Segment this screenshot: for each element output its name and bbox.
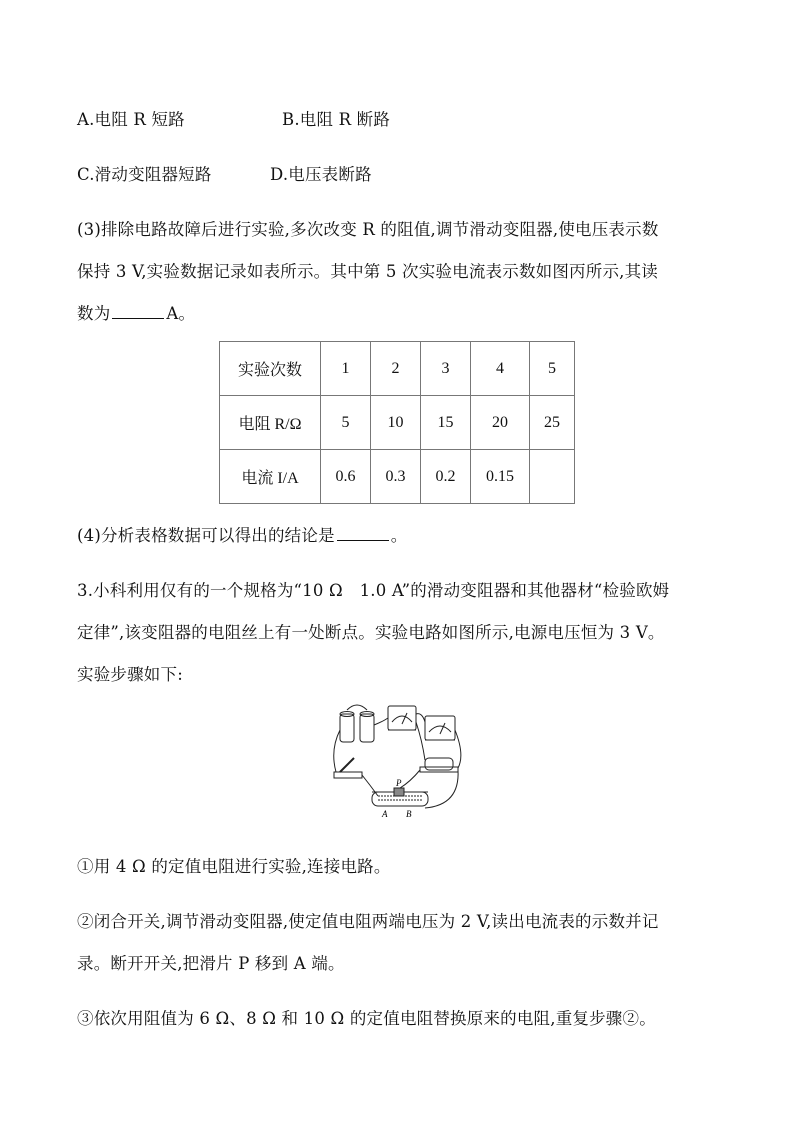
table-cell: 5 [321,396,371,450]
table-row [220,342,575,396]
label-a: A [382,809,388,819]
q3-line3 [77,300,195,324]
data-table [219,341,575,504]
q3-line1: (3)排除电路故障后进行实验,多次改变 R 的阻值,调节滑动变阻器,使电压表示数 [77,220,659,239]
table-row [220,450,575,504]
option-b: B.电阻 R 断路 [282,110,391,129]
table-cell: 5 [530,342,575,396]
table-cell: 3 [421,342,471,396]
table-cell: 25 [530,396,575,450]
q4-line [77,522,407,546]
answer-blank-current[interactable] [112,304,164,319]
battery-cell-2 [360,714,374,742]
table-cell: 0.3 [371,450,421,504]
ammeter-icon [388,706,416,730]
step-2-line1: ②闭合开关,调节滑动变阻器,使定值电阻两端电压为 2 V,读出电流表的示数并记 [77,912,659,931]
option-a: A.电阻 R 短路 [77,110,185,129]
switch-icon [334,772,362,778]
table-cell: 0.15 [471,450,530,504]
voltmeter-icon [425,716,455,740]
answer-blank-conclusion[interactable] [337,526,389,541]
option-c: C.滑动变阻器短路 [77,165,212,184]
circuit-figure [330,700,470,820]
table-cell: 4 [471,342,530,396]
table-cell: 0.2 [421,450,471,504]
step-2-line2: 录。断开开关,把滑片 P 移到 A 端。 [77,954,345,973]
problem3-line2: 定律”,该变阻器的电阻丝上有一处断点。实验电路如图所示,电源电压恒为 3 V。 [77,623,665,642]
problem3-line1: 3.小科利用仅有的一个规格为“10 Ω 1.0 A”的滑动变阻器和其他器材“检验欧姆 [77,581,670,600]
table-header-cell: 实验次数 [220,342,321,396]
resistor-icon [425,758,453,770]
option-d: D.电压表断路 [270,165,372,184]
problem3-line3: 实验步骤如下: [77,665,183,684]
table-row [220,396,575,450]
q4-pre: (4)分析表格数据可以得出的结论是 [77,526,335,545]
table-cell: 1 [321,342,371,396]
q4-post: 。 [390,526,408,545]
q3-line3-post: A。 [166,304,196,323]
q3-line2: 保持 3 V,实验数据记录如表所示。其中第 5 次实验电流表示数如图丙所示,其读 [77,262,658,281]
label-b: B [406,809,412,819]
table-header-cell: 电流 I/A [220,450,321,504]
battery-cell-1 [340,714,354,742]
table-cell: 0.6 [321,450,371,504]
table-cell: 2 [371,342,421,396]
step-3: ③依次用阻值为 6 Ω、8 Ω 和 10 Ω 的定值电阻替换原来的电阻,重复步骤②。 [77,1009,656,1028]
table-header-cell: 电阻 R/Ω [220,396,321,450]
table-cell: 20 [471,396,530,450]
table-cell: 15 [421,396,471,450]
step-1: ①用 4 Ω 的定值电阻进行实验,连接电路。 [77,857,391,876]
q3-line3-pre: 数为 [77,304,111,323]
table-cell: 10 [371,396,421,450]
table-cell-empty [530,450,575,504]
label-p: P [396,778,402,788]
